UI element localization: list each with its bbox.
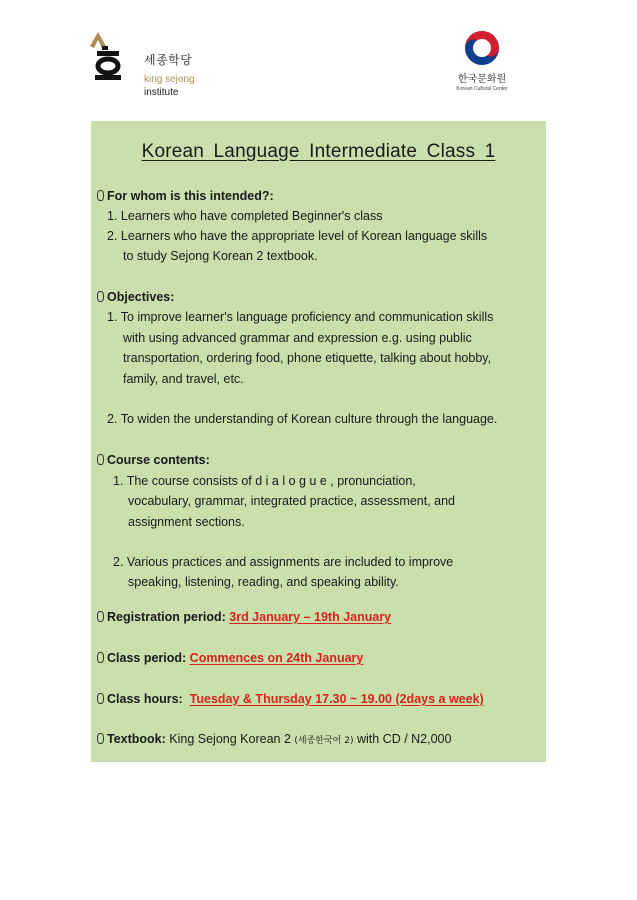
objectives-heading: Objectives:: [97, 289, 174, 305]
logo-korean-text: 세종학당: [144, 53, 193, 67]
objectives-item-1-line-2: with using advanced grammar and expression e.g. using public: [123, 331, 472, 345]
contents-item-2: 2. Various practices and assignments are included to improve: [113, 555, 454, 569]
bullet-icon: [97, 190, 104, 201]
king-sejong-logo: [88, 32, 228, 100]
logo-korean-cultural-center-en: Korean Cultural Center: [456, 86, 508, 92]
logo-english-line-1: king sejong: [144, 74, 195, 85]
class-period-value: Commences on 24th January: [189, 651, 364, 665]
page-title: Korean Language Intermediate Class 1: [141, 141, 496, 162]
contents-item-1: 1. The course consists of d i a l o g u e , pronunciation,: [113, 474, 416, 488]
registration-dates: 3rd January – 19th January: [229, 610, 392, 624]
bullet-icon: [97, 733, 104, 744]
logo-english-line-2: institute: [144, 87, 179, 98]
contents-item-1-line-3: assignment sections.: [128, 515, 245, 529]
intended-item-2: 2. Learners who have the appropriate level of Korean language skills: [107, 229, 488, 243]
logo-korean-cultural-center-kr: 한국문화원: [457, 74, 507, 85]
contents-heading: Course contents:: [97, 452, 210, 468]
objectives-item-1: 1. To improve learner's language proficiency and communication skills: [107, 310, 494, 324]
class-period: Class period: Commences on 24th January: [97, 650, 363, 666]
bullet-icon: [97, 454, 104, 465]
textbook: Textbook: King Sejong Korean 2 (세종한국어 2) with CD / N2,000: [97, 731, 451, 749]
bullet-icon: [97, 693, 104, 704]
taegeuk-emblem-icon: [464, 30, 500, 66]
bullet-icon: [97, 291, 104, 302]
contents-item-2-line-2: speaking, listening, reading, and speaking ability.: [128, 575, 399, 589]
king-sejong-emblem-icon: [88, 32, 122, 84]
bullet-icon: [97, 611, 104, 622]
textbook-korean-title: (세종한국어 2): [294, 736, 354, 746]
intended-heading: For whom is this intended?:: [97, 188, 274, 204]
contents-item-1-line-2: vocabulary, grammar, integrated practice, assessment, and: [128, 494, 456, 508]
objectives-item-2: 2. To widen the understanding of Korean culture through the language.: [107, 412, 498, 426]
intended-item-1: 1. Learners who have completed Beginner's class: [107, 209, 383, 223]
objectives-item-1-line-4: family, and travel, etc.: [123, 372, 244, 386]
class-info-panel: [91, 121, 546, 762]
registration-period: Registration period: 3rd January – 19th January: [97, 609, 391, 625]
class-hours: Class hours: Tuesday & Thursday 17.30 ~ 19.00 (2days a week): [97, 691, 484, 707]
intended-item-2-line-2: to study Sejong Korean 2 textbook.: [123, 249, 318, 263]
korean-cultural-center-logo: [446, 30, 518, 100]
bullet-icon: [97, 652, 104, 663]
objectives-item-1-line-3: transportation, ordering food, phone etiquette, talking about hobby,: [123, 351, 492, 365]
class-hours-value: Tuesday & Thursday 17.30 ~ 19.00 (2days a week): [189, 692, 484, 706]
